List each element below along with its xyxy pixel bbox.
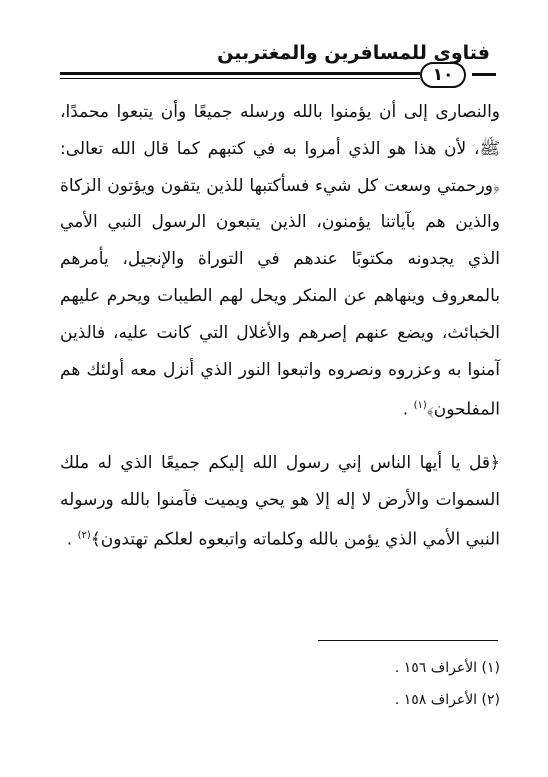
paragraph-1-end: . (402, 400, 409, 421)
header-rule-thick (60, 72, 420, 75)
paragraph-2-text: ﴿قل يا أيها الناس إني رسول الله إليكم جميعًا الذي له ملك السموات والأرض لا إله إلا هو يحي ويميت فآمنوا بالله ورسوله النبي الأمي الذي يؤمن بالله وكلماته واتبعوه لعلكم تهتدون﴾ (60, 452, 500, 551)
footnote-1 (140, 652, 500, 684)
page-header (60, 42, 490, 85)
main-text (60, 94, 500, 559)
footnote-1-label: (١) (481, 660, 500, 676)
footnote-1-text: الأعراف ١٥٦ . (394, 660, 478, 676)
footnote-2 (140, 684, 500, 716)
paragraph-2 (60, 445, 500, 559)
footnote-ref-1: (١) (413, 400, 427, 412)
footnote-2-label: (٢) (481, 692, 500, 708)
paragraph-1 (60, 94, 500, 429)
page-number: ١٠ (420, 62, 466, 88)
book-title: فتاوى للمسافرين والمغتربين (217, 42, 490, 64)
page-number-rule (472, 73, 496, 76)
footnote-ref-2: (٢) (77, 530, 91, 542)
footnote-divider (318, 640, 498, 641)
paragraph-2-end: . (66, 530, 73, 551)
footnote-2-text: الأعراف ١٥٨ . (394, 692, 478, 708)
header-rule-thin (60, 78, 420, 79)
paragraph-1-text: والنصارى إلى أن يؤمنوا بالله ورسله جميعًا وأن يتبعوا محمدًا، ﷺ، لأن هذا هو الذي أمروا به في كتبهم كما قال الله تعالى: ﴿ورحمتي وسعت كل شيء فسأكتبها للذين يتقون ويؤتون الزكاة والذين هم بآياتنا يؤمنون، الذين يتبعون الرسول النبي الأمي الذي يجدونه مكتوبًا عندهم في التوراة والإنجيل، يأمرهم بالمعروف وينهاهم عن المنكر ويحل لهم الطيبات ويحرم عليهم الخبائث، ويضع عنهم إصرهم والأغلال التي كانت عليه، فالذين آمنوا به وعزروه ونصروه واتبعوا النور الذي أنزل معه أولئك هم المفلحون﴾ (60, 102, 500, 421)
footnotes (140, 652, 500, 716)
